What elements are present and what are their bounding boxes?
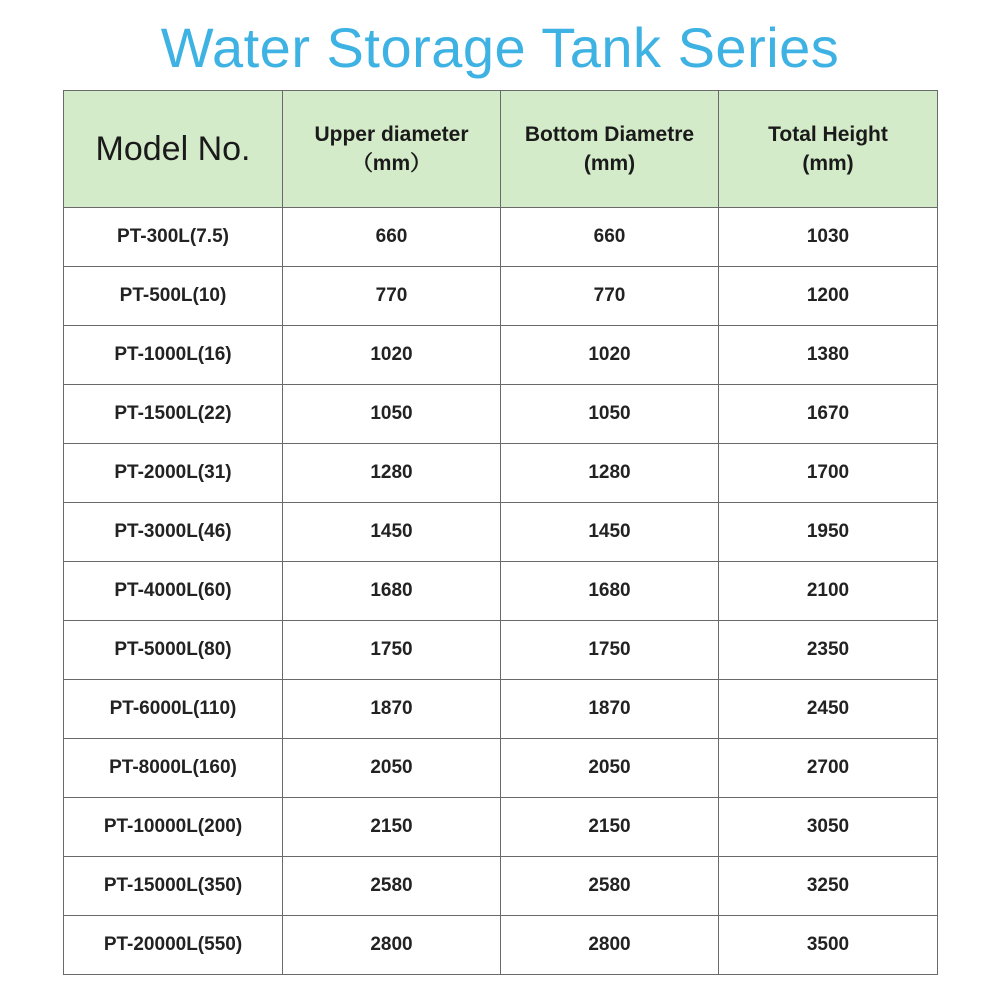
cell-total-height: 2350 (719, 621, 938, 680)
cell-upper-diameter: 1050 (283, 385, 501, 444)
cell-model: PT-1500L(22) (64, 385, 283, 444)
table-row (64, 326, 938, 385)
cell-model: PT-1000L(16) (64, 326, 283, 385)
table-row (64, 208, 938, 267)
table-row (64, 621, 938, 680)
spec-table (63, 90, 938, 975)
table-row (64, 562, 938, 621)
table-row (64, 916, 938, 975)
cell-bottom-diametre: 1680 (501, 562, 719, 621)
cell-upper-diameter: 1680 (283, 562, 501, 621)
cell-total-height: 1030 (719, 208, 938, 267)
header-unit: (mm) (802, 152, 854, 175)
cell-upper-diameter: 2150 (283, 798, 501, 857)
cell-total-height: 1380 (719, 326, 938, 385)
cell-total-height: 3250 (719, 857, 938, 916)
cell-total-height: 1670 (719, 385, 938, 444)
cell-model: PT-4000L(60) (64, 562, 283, 621)
cell-model: PT-10000L(200) (64, 798, 283, 857)
cell-bottom-diametre: 1280 (501, 444, 719, 503)
cell-total-height: 3050 (719, 798, 938, 857)
header-unit: （mm） (351, 152, 432, 175)
cell-total-height: 2450 (719, 680, 938, 739)
cell-model: PT-300L(7.5) (64, 208, 283, 267)
cell-upper-diameter: 1280 (283, 444, 501, 503)
cell-upper-diameter: 2800 (283, 916, 501, 975)
cell-total-height: 3500 (719, 916, 938, 975)
cell-model: PT-500L(10) (64, 267, 283, 326)
cell-total-height: 1950 (719, 503, 938, 562)
cell-upper-diameter: 660 (283, 208, 501, 267)
header-model-no (64, 91, 283, 208)
cell-bottom-diametre: 1020 (501, 326, 719, 385)
cell-bottom-diametre: 1870 (501, 680, 719, 739)
table-row (64, 680, 938, 739)
cell-bottom-diametre: 2580 (501, 857, 719, 916)
cell-total-height: 2700 (719, 739, 938, 798)
page-title: Water Storage Tank Series (160, 16, 840, 79)
cell-total-height: 2100 (719, 562, 938, 621)
header-unit: (mm) (583, 152, 636, 175)
table-row (64, 385, 938, 444)
cell-upper-diameter: 1870 (283, 680, 501, 739)
cell-bottom-diametre: 2050 (501, 739, 719, 798)
cell-upper-diameter: 1750 (283, 621, 501, 680)
table-row (64, 798, 938, 857)
cell-model: PT-2000L(31) (64, 444, 283, 503)
header-label: Total Height (768, 123, 888, 146)
cell-upper-diameter: 1450 (283, 503, 501, 562)
cell-upper-diameter: 770 (283, 267, 501, 326)
header-row (64, 91, 938, 208)
cell-model: PT-6000L(110) (64, 680, 283, 739)
cell-bottom-diametre: 2150 (501, 798, 719, 857)
cell-model: PT-8000L(160) (64, 739, 283, 798)
header-bottom-diametre (501, 91, 719, 208)
cell-upper-diameter: 2580 (283, 857, 501, 916)
cell-model: PT-5000L(80) (64, 621, 283, 680)
cell-bottom-diametre: 1750 (501, 621, 719, 680)
cell-bottom-diametre: 1050 (501, 385, 719, 444)
header-upper-diameter (283, 91, 501, 208)
cell-total-height: 1700 (719, 444, 938, 503)
cell-bottom-diametre: 660 (501, 208, 719, 267)
cell-upper-diameter: 2050 (283, 739, 501, 798)
table-row (64, 444, 938, 503)
table-row (64, 267, 938, 326)
header-total-height (719, 91, 938, 208)
cell-bottom-diametre: 1450 (501, 503, 719, 562)
cell-model: PT-20000L(550) (64, 916, 283, 975)
header-label: Bottom Diametre (524, 123, 695, 146)
table-row (64, 503, 938, 562)
cell-upper-diameter: 1020 (283, 326, 501, 385)
header-label: Model No. (95, 129, 251, 168)
cell-bottom-diametre: 770 (501, 267, 719, 326)
cell-bottom-diametre: 2800 (501, 916, 719, 975)
cell-total-height: 1200 (719, 267, 938, 326)
cell-model: PT-15000L(350) (64, 857, 283, 916)
header-label: Upper diameter (314, 123, 469, 146)
table-row (64, 739, 938, 798)
cell-model: PT-3000L(46) (64, 503, 283, 562)
table-row (64, 857, 938, 916)
